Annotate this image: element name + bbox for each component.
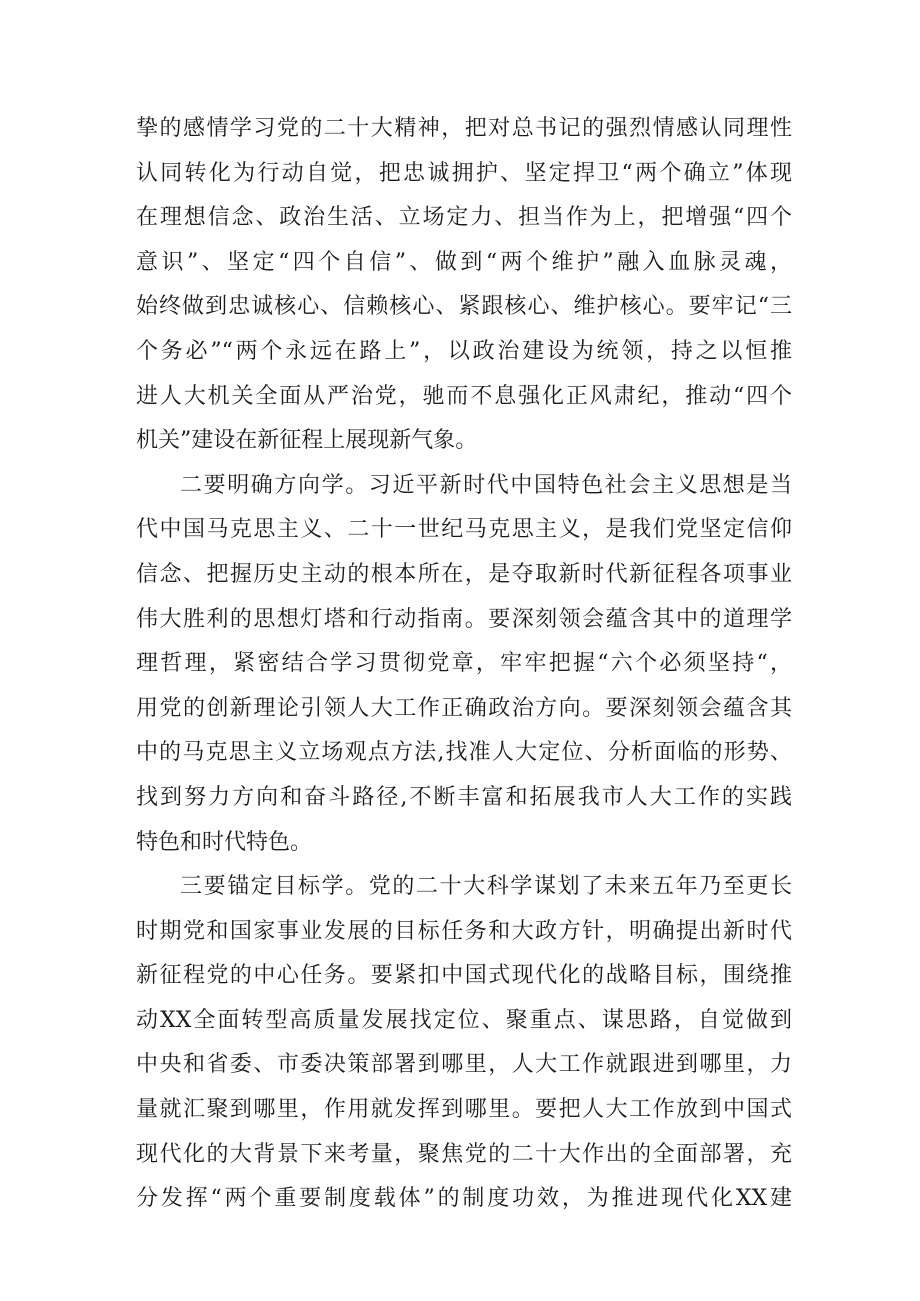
text-line: 时期党和国家事业发展的目标任务和大政方针，明确提出新时代 <box>136 918 792 944</box>
paragraph-start-line: 三要锚定目标学。党的二十大科学谋划了未来五年乃至更长 <box>180 874 792 900</box>
text-line: 量就汇聚到哪里，作用就发挥到哪里。要把人大工作放到中国式 <box>136 1097 792 1123</box>
text-line: 意识”、坚定“四个自信”、做到“两个维护”融入血脉灵魂， <box>136 249 792 275</box>
text-line: 找到努力方向和奋斗路径,不断丰富和拓展我市人大工作的实践 <box>136 784 792 810</box>
text-line: 理哲理，紧密结合学习贯彻党章，牢牢把握“六个必须坚持“， <box>136 651 792 677</box>
text-line: 动XX全面转型高质量发展找定位、聚重点、谋思路，自觉做到 <box>136 1007 792 1033</box>
text-line: 始终做到忠诚核心、信赖核心、紧跟核心、维护核心。要牢记“三 <box>136 294 792 320</box>
text-line: 信念、把握历史主动的根本所在，是夺取新时代新征程各项事业 <box>136 561 792 587</box>
text-line: 挚的感情学习党的二十大精神，把对总书记的强烈情感认同理性 <box>136 116 792 141</box>
text-line: 代中国马克思主义、二十一世纪马克思主义，是我们党坚定信仰 <box>136 517 792 543</box>
text-line: 中央和省委、市委决策部署到哪里，人大工作就跟进到哪里，力 <box>136 1052 792 1078</box>
text-line: 中的马克思主义立场观点方法,找准人大定位、分析面临的形势、 <box>136 740 792 766</box>
paragraph-end-line: 机关”建设在新征程上展现新气象。 <box>136 428 478 454</box>
body-text <box>136 107 792 1222</box>
text-line: 用党的创新理论引领人大工作正确政治方向。要深刻领会蕴含其 <box>136 695 792 721</box>
text-line: 个务必”“两个永远在路上”，以政治建设为统领，持之以恒推 <box>136 338 792 364</box>
text-line: 在理想信念、政治生活、立场定力、担当作为上，把增强“四个 <box>136 205 792 231</box>
text-line: 进人大机关全面从严治党，驰而不息强化正风肃纪，推动“四个 <box>136 383 792 409</box>
paragraph-start-line: 二要明确方向学。习近平新时代中国特色社会主义思想是当 <box>180 472 792 498</box>
text-line: 分发挥“两个重要制度载体”的制度功效，为推进现代化XX建 <box>136 1186 792 1212</box>
text-line: 新征程党的中心任务。要紧扣中国式现代化的战略目标，围绕推 <box>136 963 792 989</box>
text-line: 认同转化为行动自觉，把忠诚拥护、坚定捍卫“两个确立”体现 <box>136 160 792 186</box>
text-line: 现代化的大背景下来考量，聚焦党的二十大作出的全面部署，充 <box>136 1141 792 1167</box>
text-line: 伟大胜利的思想灯塔和行动指南。要深刻领会蕴含其中的道理学 <box>136 606 792 632</box>
paragraph-end-line: 特色和时代特色。 <box>136 829 313 855</box>
